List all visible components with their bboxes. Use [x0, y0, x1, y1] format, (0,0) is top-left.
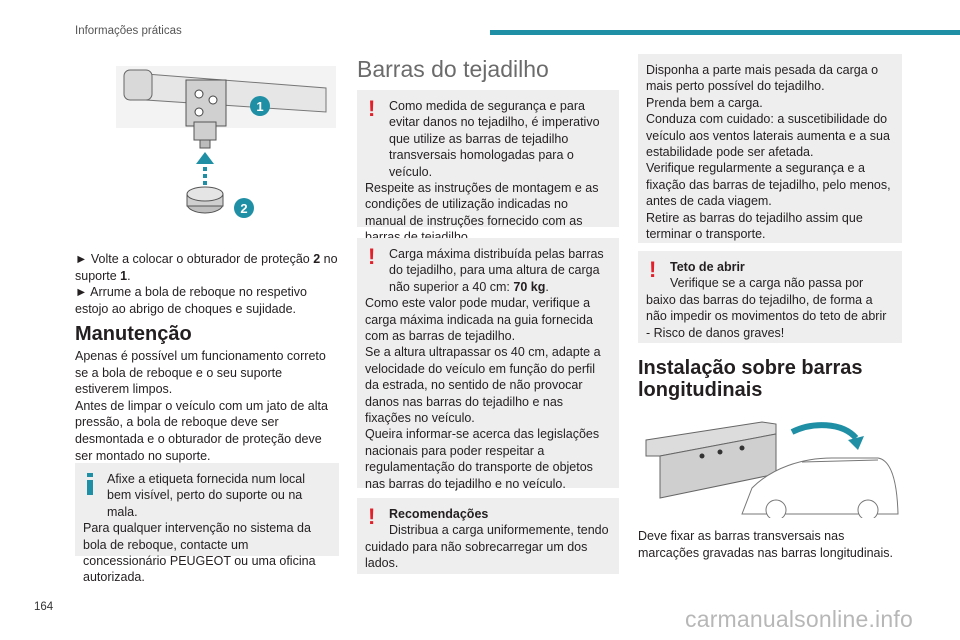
warning-icon: !: [368, 96, 376, 121]
warning-safety-text-2: Respeite as instruções de montagem e as condições de utilização indicadas no manual de instruções fornecido com as: [365, 181, 599, 228]
bullet-arrow-icon: ►: [75, 252, 88, 266]
longitudinal-install-text: Deve fixar as barras transversais nas marcações gravadas nas barras longitudinais.: [638, 529, 893, 560]
load-advice-5: Retire as barras do tejadilho assim que terminar o transporte.: [646, 210, 863, 242]
load-advice-box: [638, 54, 902, 243]
step1-ref-2: 2: [313, 252, 321, 266]
sunroof-title: Teto de abrir: [670, 260, 745, 274]
max-load-text-2: Como este valor pode mudar, verifique a carga máxima indicada na guia fornecida com as barras de tejadilho.: [365, 296, 593, 344]
warning-box-safety: [357, 90, 619, 227]
step1-ref-1: 1: [120, 268, 128, 283]
sunroof-text: Verifique se a carga não passa por baixo das barras do tejadilho, de forma a não impedir os movimentos do teto de abrir - Risco de danos graves!: [646, 276, 887, 340]
heading-roof-bars: Barras do tejadilho: [357, 56, 549, 82]
max-load-text-c: .: [545, 279, 549, 294]
max-load-text-4: Queira informar-se acerca das legislações nacionais para poder respeitar a regulamentação do transporte de objetos nas barras do tejadilho e no veículo.: [365, 427, 600, 491]
page-number: 164: [34, 601, 54, 613]
maintenance-para-2: Antes de limpar o veículo com um jato de alta pressão, a bola de reboque deve ser desmontada e o obturador de proteção deve ser montado no suporte.: [75, 398, 328, 463]
info-box: [75, 463, 339, 585]
warning-icon: !: [368, 244, 376, 269]
maintenance-text: [75, 348, 339, 464]
recommendations-title: Recomendações: [389, 507, 489, 521]
header-accent-rule: [490, 30, 960, 35]
max-load-text-3: Se a altura ultrapassar os 40 cm, adapte a velocidade do veículo em função do perfil da estrada, no sentido de não provocar danos nas barras do tejadilho e nas fixações no veículo.: [365, 345, 601, 426]
warning-box-sunroof: [638, 251, 902, 343]
roof-bar-car-illustration: [642, 418, 902, 518]
load-advice-1: Disponha a parte mais pesada da carga o mais perto possível do tejadilho.: [646, 63, 879, 94]
load-advice-2: Prenda bem a carga.: [646, 95, 763, 110]
load-advice-3: Conduza com cuidado: a suscetibilidade do veículo aos ventos laterais aumenta e a sua estabilidade pode ser afetada.: [646, 112, 890, 160]
step-store-ball: Arrume a bola de reboque no respetivo estojo ao abrigo de choques e sujidade.: [75, 285, 307, 316]
warning-safety-text-1: Como medida de segurança e para evitar danos no tejadilho, é imperativo que utilize as barras de tejadilho transversais homologadas para o veículo.: [389, 99, 600, 179]
header-section-label: Informações práticas: [75, 25, 182, 37]
max-load-text-a: Carga máxima distribuída pelas barras do tejadilho, para uma altura de carga não superior a 40 cm:: [389, 247, 604, 294]
bullet-arrow-icon: ►: [75, 285, 88, 300]
step1-text-c: no suporte: [75, 252, 338, 283]
step-replace-cover: [75, 251, 339, 317]
heading-longitudinal-install: Instalação sobre barras longitudinais: [638, 357, 863, 401]
tow-ball-cover-illustration: [116, 66, 336, 226]
warning-box-max-load: [357, 238, 619, 491]
step1-text-e: .: [127, 268, 131, 283]
warning-box-recommendations: [357, 498, 619, 574]
warning-icon: !: [649, 257, 657, 282]
info-icon: [85, 473, 95, 495]
warning-icon: !: [368, 504, 376, 529]
watermark: carmanualsonline.info: [685, 606, 913, 632]
step1-text-a: Volte a colocar o obturador de proteção: [90, 252, 314, 266]
maintenance-para-1: Apenas é possível um funcionamento correto se a bola de reboque e o seu suporte estiverem limpos.: [75, 349, 326, 397]
figure-callout-2: 2: [240, 201, 248, 216]
heading-maintenance: Manutenção: [75, 323, 192, 345]
load-advice-4: Verifique regularmente a segurança e a fixação das barras de tejadilho, pelo menos, antes de cada viagem.: [646, 161, 891, 209]
recommendations-text: Distribua a carga uniformemente, tendo cuidado para não sobrecarregar um dos lados.: [365, 523, 609, 571]
figure-callout-1: 1: [256, 99, 264, 114]
max-load-value: 70 kg: [513, 279, 546, 294]
info-text-2: Para qualquer intervenção no sistema da bola de reboque, contacte um concessionário PEUGEOT ou uma oficina autorizada.: [83, 521, 316, 585]
info-text-1: Afixe a etiqueta fornecida num local bem visível, perto do suporte ou na mala.: [107, 472, 306, 519]
